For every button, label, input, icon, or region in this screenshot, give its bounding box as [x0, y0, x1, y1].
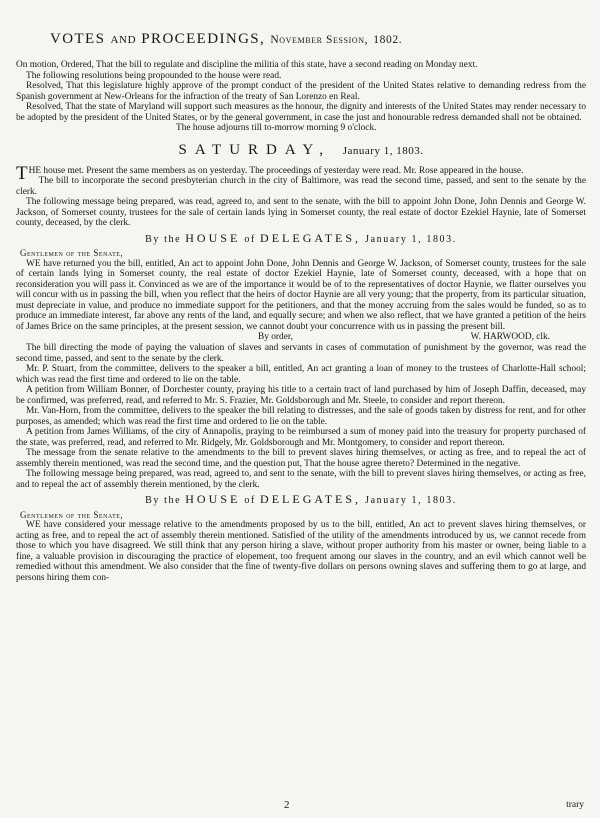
- paragraph-resolution-1: Resolved, That this legislature highly approve of the prompt conduct of the president of the United States relative to demanding redress from the Spanish government at New-Orleans for the infraction of the treaty of San Lorenzo en Real.: [16, 81, 586, 102]
- page-body: [16, 60, 586, 583]
- paragraph-senate-amendments: The message from the senate relative to the amendments to the bill to prevent slaves hiring themselves, or acting as free, and to repeal the act of assembly therein mentioned, was read the second time, and the question put, That the house agree thereto? Determined in the negative.: [16, 448, 586, 469]
- house-heading-delegates: DELEGATES,: [260, 230, 362, 245]
- house-heading-by: By the: [145, 495, 182, 506]
- running-head-title: VOTES: [50, 31, 106, 47]
- house-heading-date: January 1, 1803.: [365, 233, 457, 245]
- paragraph-presbyterian-bill: The bill to incorporate the second presbyterian church in the city of Baltimore, was read the second time, passed, and sent to the senate by the clerk.: [16, 176, 586, 197]
- by-order-line: [16, 332, 586, 343]
- paragraph-williams-petition: A petition from James Williams, of the city of Annapolis, praying to be reimbursed a sum of money paid into the treasury for property purchased of the state, was preferred, read, and referred to Mr. Ridgely, Mr. Goldsborough and Mr. Montgomery, to consider and report thereon.: [16, 427, 586, 448]
- paragraph-message-prepared-2: The following message being prepared, was read, agreed to, and sent to the senate, with the bill to prevent slaves hiring themselves, or acting as free, and to repeal the act of assembly therein mentioned, by the clerk.: [16, 469, 586, 490]
- page-number: 2: [284, 799, 290, 811]
- message-1-text: WE have returned you the bill, entitled, An act to appoint John Done, John Dennis and George W. Jackson, of Somerset county, trustees for the sale of certain lands lying in Somerset county, the real estate of doctor Ezekiel Haynie, late of Somerset county, deceased, with a hope that on reconsideration you will pass it. Convinced as we are of the importance it would be of to the representatives of doctor Haynie, we flatter ourselves you will concur with us in passing the bill, when you reflect that the heirs of doctor Haynie are all very young; that the property, from its particular situation, must depreciate in value, and produce no immediate support for the petitioners, and that the money accruing from the sales would be funded, so as to produce an immediate interest, far above any rents of the land, and equally secure; and when we also reflect, that we have granted a petition of the heirs of James Brice on the same principles, at the present session, we cannot doubt your concurrence with us in passing the present bill.: [16, 258, 586, 332]
- house-heading-1: [16, 230, 586, 246]
- paragraph-charlotte-hall-bill: Mr. P. Stuart, from the committee, delivers to the speaker a bill, entitled, An act granting a loan of money to the trustees of Charlotte-Hall school; which was read the first time and ordered to lie on the table.: [16, 364, 586, 385]
- paragraph-house-met-text: HE house met. Present the same members as on yesterday. The proceedings of yesterday were read. Mr. Rose appeared in the house.: [28, 165, 524, 176]
- page-footer: [0, 800, 600, 814]
- drop-cap: T: [16, 162, 28, 184]
- adjournment-line: The house adjourns till to-morrow morning 9 o'clock.: [176, 123, 377, 133]
- house-heading-house: HOUSE: [185, 230, 241, 245]
- catchword: trary: [566, 800, 584, 810]
- day-heading-day: SATURDAY,: [178, 141, 331, 158]
- by-order-text: By order,: [258, 332, 293, 342]
- clerk-signature: W. HARWOOD, clk.: [470, 332, 550, 342]
- house-heading-by: By the: [145, 233, 182, 245]
- paragraph-message-prepared-1: The following message being prepared, was read, agreed to, and sent to the senate, with the bill to appoint John Done, John Dennis and George W. Jackson, of Somerset county, trustees for the sale of certain lands lying in Somerset county, the real estate of doctor Ezekiel Haynie, late of Somerset county, deceased, by the clerk.: [16, 197, 586, 228]
- paragraph-resolutions-intro: The following resolutions being propounded to the house were read.: [26, 70, 282, 81]
- house-heading-2: [16, 494, 586, 507]
- paragraph-slaves-valuation-bill: The bill directing the mode of paying the valuation of slaves and servants in cases of commutation of punishment by the governor, was read the second time, passed, and sent to the senate by the clerk.: [16, 343, 586, 364]
- paragraph-distresses-bill: Mr. Van-Horn, from the committee, delivers to the speaker the bill relating to distresses, and the sale of goods taken by distress for rent, and for other purposes, as amended; which was read the first time and ordered to lie on the table.: [16, 406, 586, 427]
- house-heading-of: of: [244, 233, 256, 245]
- paragraph-militia-motion: On motion, Ordered, That the bill to regulate and discipline the militia of this state, have a second reading on Monday next.: [16, 60, 478, 70]
- paragraph-house-met: [16, 162, 586, 184]
- running-head-and: AND: [110, 34, 137, 46]
- running-head: [50, 31, 580, 47]
- message-2-text: WE have considered your message relative to the amendments proposed by us to the bill, entitled, An act to prevent slaves hiring themselves, or acting as free, and to repeal the act of assembly therein mentioned. Satisfied of the utility of the amendments introduced by us, we cannot recede from those to which you have disagreed. We still think that any person hiring a slave, without proper authority from his master or owner, being liable to a fine, a valuable provision in discouraging the practice of elopement, too frequent among our slaves in the country, and an evil which cannot well be remedied without this amendment. We also consider that the fine of twenty-five dollars on persons owning slaves and suffering them to go at large, and persons hiring them con-: [16, 520, 586, 583]
- house-heading-of: of: [244, 495, 256, 506]
- running-head-year: 1802.: [373, 34, 403, 46]
- house-heading-date: January 1, 1803.: [365, 495, 457, 506]
- running-head-session: November Session,: [270, 34, 369, 46]
- salutation-2: Gentlemen of the Senate,: [20, 509, 124, 520]
- running-head-title2: PROCEEDINGS,: [141, 31, 266, 47]
- day-heading-date: January 1, 1803.: [342, 144, 424, 157]
- house-heading-delegates: DELEGATES,: [260, 492, 362, 506]
- salutation-1: Gentlemen of the Senate,: [20, 248, 124, 258]
- house-heading-house: HOUSE: [185, 492, 241, 506]
- paragraph-bonner-petition: A petition from William Bonner, of Dorchester county, praying his title to a certain tract of land purchased by him of Joseph Daffin, deceased, may be confirmed, was preferred, read, and referred to Mr. S. Frazier, Mr. Goldsborough and Mr. Steele, to consider and report thereon.: [16, 385, 586, 406]
- paragraph-resolution-2: Resolved, That the state of Maryland will support such measures as the honour, the dignity and interests of the United States may render necessary to be adopted by the president of the United States, or by the general government, in case the just and honourable redress demanded shall not be obtained.: [16, 102, 586, 123]
- day-heading: [16, 142, 586, 159]
